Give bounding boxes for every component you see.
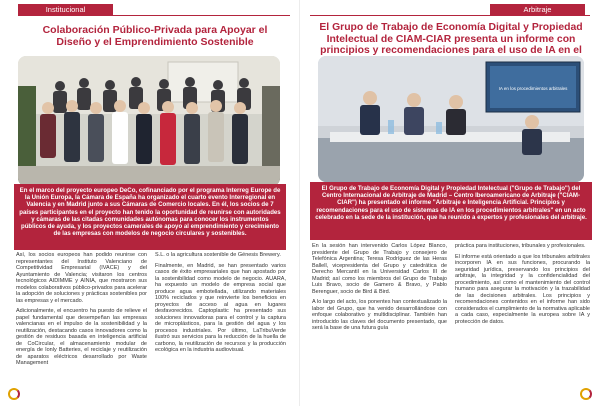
column-1	[16, 252, 147, 398]
body-columns	[16, 252, 286, 398]
paragraph: A lo largo del acto, los ponentes han contextualizado la labor del Grupo, que ha venido desarrollándose con enfoque colaborativo y multidisciplinar. También han introducido las claves del documento presentado, que será la base de una futura guía	[312, 299, 447, 331]
paragraph: Finalmente, en Madrid, se han presentado varios casos de éxito empresariales que han apostado por la sostenibilidad como modelo de negocio. AUARA, ha expuesto un modelo de empresa social que produce agua embotellada, utilizando materiales 100% reciclados y que reinvierte los beneficios en proyectos de acceso al agua en lugares desfavorecidos. Captoplastic ha presentado sus soluciones innovadoras para el control y la captura de microplásticos, para la gestión del agua y los procesos industriales. Por último, LaTribuVerde ilustró sus servicios para la reducción de la huella de carbono, la reutilización de recursos y la producción ecológica en la industria audiovisual.	[155, 262, 286, 353]
column-2	[155, 252, 286, 398]
conference-photo-illustration	[318, 56, 584, 182]
section-tab: Arbitraje	[490, 4, 585, 16]
section-tab: Institucional	[18, 4, 113, 16]
right-page	[300, 0, 600, 406]
conference-photo	[318, 56, 584, 182]
paragraph: S.L. o la agricultura sostenible de Génesis Brewery.	[155, 252, 281, 258]
section-rule	[310, 15, 590, 16]
group-photo	[18, 56, 280, 186]
screen-caption: IA en los procedimientos arbitrales	[498, 86, 568, 91]
paragraph: En la sesión han intervenido Carlos López Blanco, presidente del Grupo de Trabajo y consejero de Telefónica Argentina; Teresa Rodríguez de las Heras Ballell, vicepresidenta del Grupo y catedrática de Derecho Mercantil en la Universidad Carlos III de Madrid; así como los miembros del Grupo de Trabajo Luis Bravo, socio de Gamero & Bravo, y Pablo Berenguer, socio de Bird & Bird.	[312, 243, 447, 295]
lead-paragraph: El Grupo de Trabajo de Economía Digital y Propiedad Intelectual ("Grupo de Trabajo") del Centro Internacional de Arbitraje de Madrid – Centro Iberoamericano de Arbitraje ("CIAM-CIAR") ha presentado el informe "Arbitraje e Inteligencia Artificial. Principios y recomendaciones para el uso de sistemas de IA en los procedimientos arbitrales" en un acto celebrado en la sede de la institución, que ha reunido a expertos y profesionales del arbitraje.	[310, 182, 592, 240]
article-title: El Grupo de Trabajo de Economía Digital y Propiedad Intelectual de CIAM-CIAR presenta un informe con principios y recomendaciones para el uso de IA en el	[319, 22, 583, 56]
paragraph: Adicionalmente, el encuentro ha puesto de relieve el papel fundamental que desempeñan las empresas valencianas en el impulso de la sostenibilidad y la reutilización, destacando casos innovadores como la gestión de residuos basada en inteligencia artificial de CoCircular, el almacenamiento modular de energía de Ionly Batteries, el reciclaje y reutilización de aparatos eléctricos desarrollado por Waste Management	[16, 308, 147, 366]
page-logo-icon	[580, 388, 592, 400]
column-1	[312, 243, 447, 393]
body-columns	[312, 243, 590, 393]
column-2	[455, 243, 590, 393]
group-photo-illustration	[18, 56, 280, 186]
page-logo-icon	[8, 388, 20, 400]
paragraph: El informe está orientado a que los tribunales arbitrales incorporen IA en sus funciones, procurando la seguridad jurídica, preservando los principios del arbitraje, la integridad y la confidencialidad del procedimiento, así como el mantenimiento del control humano para asegurar la motivación y la trazabilidad de las decisiones arbitrales. Los principios y recomendaciones contenidos en el informe han sido considerados el cumplimiento de la normativa aplicable a cada caso, especialmente la europea sobre IA y protección de datos.	[455, 253, 590, 325]
paragraph: Así, los socios europeos han podido reunirse con representantes del Instituto Valenciano de Competitividad Empresarial (IVACE) y del Ayuntamiento de Valencia; visitaron los centros tecnológicos AIDIMME y AINIA, que mostraron sus modelos colaborativos público-privados para acelerar la adopción de soluciones y prácticas sostenibles por las empresas y el mercado.	[16, 252, 147, 304]
paragraph: práctica para instituciones, tribunales y profesionales.	[455, 243, 586, 249]
lead-paragraph: En el marco del proyecto europeo DeCo, cofinanciado por el programa Interreg Europe de la Unión Europa, la Cámara de España ha organizado el cuarto evento Interregional en Valencia y en Madrid junto a sus Cámaras de Comercio locales. En él, los socios de 7 países participantes en el proyecto han tenido la oportunidad de reunirse con autoridades y cámaras de las citadas comunidades autónomas para conocer los instrumentos públicos de ayuda, y los proyectos camerales de apoyo al emprendimiento y crecimiento de las empresas con modelos de negocio circulares y sostenibles.	[14, 184, 286, 250]
section-rule	[18, 15, 290, 16]
article-title: Colaboración Público-Privada para Apoyar el Diseño y el Emprendimiento Sostenible	[42, 24, 268, 48]
